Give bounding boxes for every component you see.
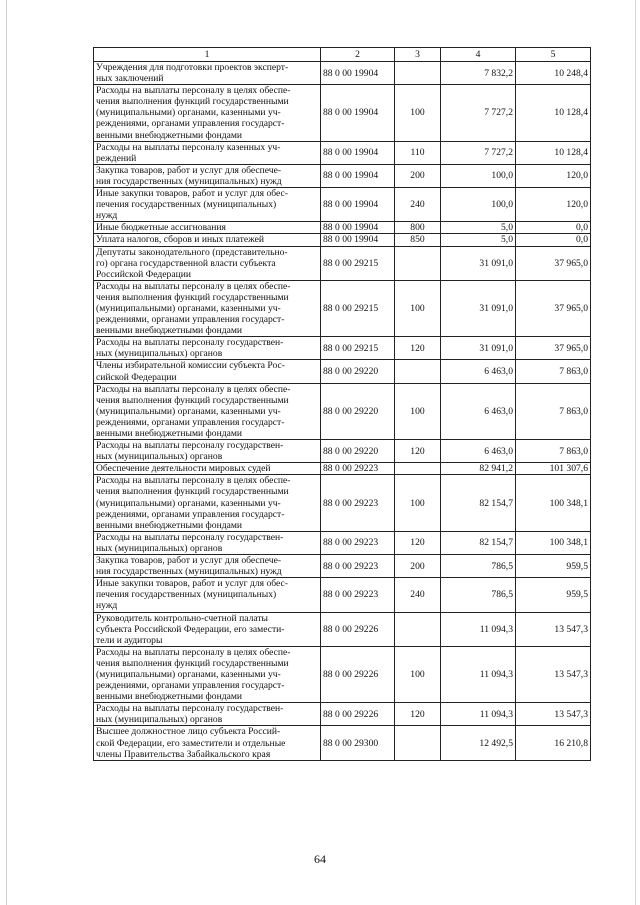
table-row <box>94 578 591 612</box>
table-row <box>94 188 591 222</box>
row-amount-year1-cell: 786,5 <box>441 578 516 612</box>
table-body <box>94 62 591 761</box>
row-amount-year2-cell: 10 128,4 <box>516 141 591 164</box>
row-expense-type-cell <box>395 246 441 280</box>
table-row <box>94 337 591 360</box>
row-name-cell: Расходы на выплаты персоналу в целях обеспе- чения выполнения функций государственными (муниципальными) органами, казенными уч- реждениями, органами управления государст- венными внебюджетными фондами <box>94 646 321 702</box>
row-expense-type-cell: 120 <box>395 337 441 360</box>
row-name-cell: Закупка товаров, работ и услуг для обеспече- ния государственных (муниципальных) нужд <box>94 164 321 187</box>
row-amount-year2-cell: 120,0 <box>516 188 591 222</box>
row-target-code-cell: 88 0 00 19904 <box>321 188 395 222</box>
table-row <box>94 246 591 280</box>
row-amount-year1-cell: 7 727,2 <box>441 141 516 164</box>
row-expense-type-cell: 800 <box>395 222 441 234</box>
row-name-cell: Обеспечение деятельности мировых судей <box>94 463 321 475</box>
row-amount-year1-cell: 6 463,0 <box>441 383 516 439</box>
row-amount-year2-cell: 7 863,0 <box>516 360 591 383</box>
row-target-code-cell: 88 0 00 29223 <box>321 555 395 578</box>
row-expense-type-cell: 110 <box>395 141 441 164</box>
row-name-cell: Расходы на выплаты персоналу в целях обеспе- чения выполнения функций государственными (муниципальными) органами, казенными уч- реждениями, органами управления государст- венными внебюджетными фондами <box>94 383 321 439</box>
row-expense-type-cell: 240 <box>395 188 441 222</box>
row-target-code-cell: 88 0 00 29226 <box>321 703 395 726</box>
row-amount-year2-cell: 101 307,6 <box>516 463 591 475</box>
row-name-cell: Учреждения для подготовки проектов эксперт- ных заключений <box>94 62 321 85</box>
row-name-cell: Расходы на выплаты персоналу в целях обеспе- чения выполнения функций государственными (муниципальными) органами, казенными уч- реждениями, органами управления государст- венными внебюджетными фондами <box>94 85 321 141</box>
row-target-code-cell: 88 0 00 29223 <box>321 578 395 612</box>
row-expense-type-cell <box>395 360 441 383</box>
row-amount-year1-cell: 100,0 <box>441 188 516 222</box>
table-row <box>94 612 591 646</box>
row-amount-year2-cell: 13 547,3 <box>516 612 591 646</box>
row-amount-year1-cell: 11 094,3 <box>441 612 516 646</box>
header-col-1: 1 <box>94 48 321 62</box>
row-target-code-cell: 88 0 00 29226 <box>321 646 395 702</box>
table-row <box>94 164 591 187</box>
row-name-cell: Высшее должностное лицо субъекта Россий- ской Федерации, его заместители и отдельные члены Правительства Забайкальского края <box>94 726 321 760</box>
row-amount-year1-cell: 82 154,7 <box>441 531 516 554</box>
row-target-code-cell: 88 0 00 19904 <box>321 222 395 234</box>
row-amount-year1-cell: 6 463,0 <box>441 360 516 383</box>
row-amount-year2-cell: 959,5 <box>516 578 591 612</box>
row-amount-year1-cell: 786,5 <box>441 555 516 578</box>
row-amount-year2-cell: 0,0 <box>516 222 591 234</box>
table-row <box>94 234 591 246</box>
row-amount-year1-cell: 31 091,0 <box>441 246 516 280</box>
row-name-cell: Расходы на выплаты персоналу государствен- ных (муниципальных) органов <box>94 531 321 554</box>
row-amount-year2-cell: 7 863,0 <box>516 383 591 439</box>
table-row <box>94 555 591 578</box>
table-row <box>94 646 591 702</box>
row-amount-year1-cell: 11 094,3 <box>441 646 516 702</box>
row-target-code-cell: 88 0 00 29300 <box>321 726 395 760</box>
header-col-3: 3 <box>395 48 441 62</box>
table-row <box>94 475 591 531</box>
row-expense-type-cell <box>395 726 441 760</box>
table-row <box>94 703 591 726</box>
page-number: 64 <box>314 852 326 866</box>
row-amount-year2-cell: 10 128,4 <box>516 85 591 141</box>
row-amount-year2-cell: 16 210,8 <box>516 726 591 760</box>
row-amount-year2-cell: 7 863,0 <box>516 440 591 463</box>
header-col-4: 4 <box>441 48 516 62</box>
row-amount-year1-cell: 5,0 <box>441 234 516 246</box>
row-target-code-cell: 88 0 00 29223 <box>321 531 395 554</box>
row-name-cell: Иные бюджетные ассигнования <box>94 222 321 234</box>
row-amount-year1-cell: 31 091,0 <box>441 280 516 336</box>
row-amount-year1-cell: 31 091,0 <box>441 337 516 360</box>
row-amount-year2-cell: 120,0 <box>516 164 591 187</box>
row-name-cell: Расходы на выплаты персоналу казенных уч- реждений <box>94 141 321 164</box>
table-row <box>94 85 591 141</box>
row-target-code-cell: 88 0 00 29215 <box>321 246 395 280</box>
row-name-cell: Иные закупки товаров, работ и услуг для обес- печения государственных (муниципальных) нужд <box>94 578 321 612</box>
row-target-code-cell: 88 0 00 29223 <box>321 475 395 531</box>
row-target-code-cell: 88 0 00 29215 <box>321 337 395 360</box>
row-target-code-cell: 88 0 00 29220 <box>321 440 395 463</box>
budget-table <box>93 47 591 761</box>
table-row <box>94 280 591 336</box>
row-amount-year1-cell: 7 727,2 <box>441 85 516 141</box>
page-edge-right <box>635 0 636 905</box>
row-amount-year1-cell: 100,0 <box>441 164 516 187</box>
row-name-cell: Руководитель контрольно-счетной палаты субъекта Российской Федерации, его замести- тели и аудиторы <box>94 612 321 646</box>
row-name-cell: Расходы на выплаты персоналу в целях обеспе- чения выполнения функций государственными (муниципальными) органами, казенными уч- реждениями, органами управления государст- венными внебюджетными фондами <box>94 280 321 336</box>
row-amount-year2-cell: 37 965,0 <box>516 337 591 360</box>
row-name-cell: Закупка товаров, работ и услуг для обеспече- ния государственных (муниципальных) нужд <box>94 555 321 578</box>
row-expense-type-cell: 200 <box>395 555 441 578</box>
row-target-code-cell: 88 0 00 29220 <box>321 360 395 383</box>
row-target-code-cell: 88 0 00 19904 <box>321 234 395 246</box>
row-expense-type-cell: 100 <box>395 383 441 439</box>
table-row <box>94 531 591 554</box>
row-name-cell: Депутаты законодательного (представительно- го) органа государственной власти субъекта Российской Федерации <box>94 246 321 280</box>
row-expense-type-cell: 120 <box>395 703 441 726</box>
row-amount-year2-cell: 37 965,0 <box>516 246 591 280</box>
row-amount-year2-cell: 13 547,3 <box>516 646 591 702</box>
row-amount-year2-cell: 37 965,0 <box>516 280 591 336</box>
row-amount-year2-cell: 13 547,3 <box>516 703 591 726</box>
row-amount-year1-cell: 82 154,7 <box>441 475 516 531</box>
row-name-cell: Уплата налогов, сборов и иных платежей <box>94 234 321 246</box>
row-expense-type-cell: 100 <box>395 85 441 141</box>
row-amount-year1-cell: 7 832,2 <box>441 62 516 85</box>
row-expense-type-cell: 240 <box>395 578 441 612</box>
row-name-cell: Расходы на выплаты персоналу государствен- ных (муниципальных) органов <box>94 440 321 463</box>
row-amount-year1-cell: 11 094,3 <box>441 703 516 726</box>
table-row <box>94 222 591 234</box>
table-row <box>94 726 591 760</box>
row-target-code-cell: 88 0 00 19904 <box>321 85 395 141</box>
row-expense-type-cell: 120 <box>395 531 441 554</box>
table-row <box>94 383 591 439</box>
row-name-cell: Члены избирательной комиссии субъекта Рос- сийской Федерации <box>94 360 321 383</box>
row-expense-type-cell: 100 <box>395 646 441 702</box>
row-expense-type-cell: 200 <box>395 164 441 187</box>
table-row <box>94 440 591 463</box>
row-expense-type-cell <box>395 463 441 475</box>
row-target-code-cell: 88 0 00 19904 <box>321 164 395 187</box>
row-expense-type-cell <box>395 612 441 646</box>
row-amount-year2-cell: 100 348,1 <box>516 531 591 554</box>
row-amount-year1-cell: 6 463,0 <box>441 440 516 463</box>
table-row <box>94 141 591 164</box>
row-expense-type-cell: 100 <box>395 475 441 531</box>
row-target-code-cell: 88 0 00 29220 <box>321 383 395 439</box>
row-amount-year2-cell: 959,5 <box>516 555 591 578</box>
row-amount-year2-cell: 0,0 <box>516 234 591 246</box>
row-target-code-cell: 88 0 00 19904 <box>321 141 395 164</box>
row-amount-year2-cell: 100 348,1 <box>516 475 591 531</box>
row-target-code-cell: 88 0 00 29215 <box>321 280 395 336</box>
row-target-code-cell: 88 0 00 29223 <box>321 463 395 475</box>
row-target-code-cell: 88 0 00 29226 <box>321 612 395 646</box>
row-amount-year1-cell: 12 492,5 <box>441 726 516 760</box>
table-row <box>94 360 591 383</box>
row-amount-year1-cell: 5,0 <box>441 222 516 234</box>
row-expense-type-cell: 120 <box>395 440 441 463</box>
row-name-cell: Расходы на выплаты персоналу государствен- ных (муниципальных) органов <box>94 337 321 360</box>
row-expense-type-cell: 850 <box>395 234 441 246</box>
table-header-row <box>94 48 591 62</box>
page-edge-left <box>6 0 7 905</box>
table-row <box>94 463 591 475</box>
row-amount-year2-cell: 10 248,4 <box>516 62 591 85</box>
header-col-2: 2 <box>321 48 395 62</box>
table-row <box>94 62 591 85</box>
row-name-cell: Расходы на выплаты персоналу в целях обеспе- чения выполнения функций государственными (муниципальными) органами, казенными уч- реждениями, органами управления государст- венными внебюджетными фондами <box>94 475 321 531</box>
row-name-cell: Расходы на выплаты персоналу государствен- ных (муниципальных) органов <box>94 703 321 726</box>
row-amount-year1-cell: 82 941,2 <box>441 463 516 475</box>
header-col-5: 5 <box>516 48 591 62</box>
row-name-cell: Иные закупки товаров, работ и услуг для обес- печения государственных (муниципальных) нужд <box>94 188 321 222</box>
row-expense-type-cell: 100 <box>395 280 441 336</box>
row-expense-type-cell <box>395 62 441 85</box>
row-target-code-cell: 88 0 00 19904 <box>321 62 395 85</box>
